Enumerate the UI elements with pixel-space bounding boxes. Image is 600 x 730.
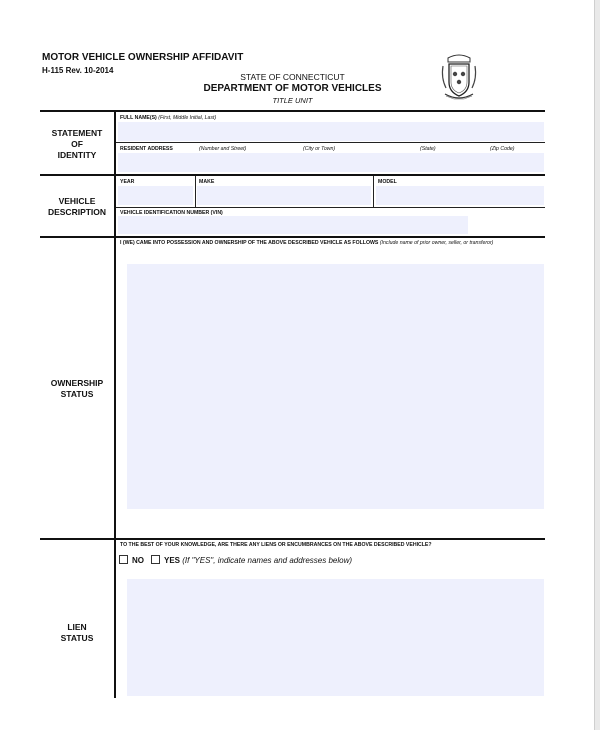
make-label: MAKE xyxy=(199,179,215,185)
identity-label-line3: IDENTITY xyxy=(57,150,97,160)
year-make-divider xyxy=(195,176,196,207)
form-title: MOTOR VEHICLE OWNERSHIP AFFIDAVIT xyxy=(42,52,244,63)
unit-name: TITLE UNIT xyxy=(272,96,313,105)
identity-label-line2: OF xyxy=(71,139,83,149)
ownership-prompt-hint: (Include name of prior owner, seller, or transferor) xyxy=(379,240,494,246)
ownership-description-field[interactable] xyxy=(127,264,544,509)
address-zip-hint: (Zip Code) xyxy=(490,146,515,152)
lien-yes-label xyxy=(164,556,352,565)
lien-label-line1: LIEN xyxy=(67,622,87,632)
department-name: DEPARTMENT OF MOTOR VEHICLES xyxy=(203,83,382,94)
resident-address-field[interactable] xyxy=(118,153,544,172)
address-label: RESIDENT ADDRESS xyxy=(120,146,173,152)
state-name: STATE OF CONNECTICUT xyxy=(240,72,345,82)
vehicle-label-line1: VEHICLE xyxy=(58,196,96,206)
ownership-label-line1: OWNERSHIP xyxy=(50,378,104,388)
lien-no-text: NO xyxy=(132,556,144,565)
vin-label: VEHICLE IDENTIFICATION NUMBER (VIN) xyxy=(120,210,223,216)
lien-section-label xyxy=(40,622,114,644)
lien-no-checkbox[interactable] xyxy=(119,555,128,564)
address-street-hint: (Number and Street) xyxy=(199,146,247,152)
label-column-divider xyxy=(114,110,116,698)
vehicle-label-line2: DESCRIPTION xyxy=(47,207,107,217)
year-field[interactable] xyxy=(118,186,193,205)
ownership-prompt-text: I (WE) CAME INTO POSSESSION AND OWNERSHIP OF THE ABOVE DESCRIBED VEHICLE AS FOLLOWS xyxy=(120,240,379,246)
lien-top-rule xyxy=(40,538,545,540)
ownership-section-label xyxy=(40,378,114,400)
year-row-rule xyxy=(116,207,545,208)
model-label: MODEL xyxy=(378,179,397,185)
identity-top-rule xyxy=(40,110,545,112)
full-name-label-text: FULL NAME(S) xyxy=(120,115,157,121)
connecticut-state-seal-icon xyxy=(440,52,478,102)
make-model-divider xyxy=(373,176,374,207)
full-name-rule xyxy=(116,142,545,143)
make-field[interactable] xyxy=(197,186,371,205)
lien-yes-hint: (If "YES", indicate names and addresses below) xyxy=(182,556,353,565)
ownership-label-line2: STATUS xyxy=(60,389,94,399)
vehicle-top-rule xyxy=(40,174,545,176)
identity-label-line1: STATEMENT xyxy=(51,128,103,138)
ownership-prompt xyxy=(120,240,493,246)
identity-section-label xyxy=(40,128,114,161)
lien-question: TO THE BEST OF YOUR KNOWLEDGE, ARE THERE ANY LIENS OR ENCUMBRANCES ON THE ABOVE DESCRIBED VEHICLE? xyxy=(120,542,432,548)
lien-label-line2: STATUS xyxy=(60,633,94,643)
ownership-top-rule xyxy=(40,236,545,238)
lien-details-field[interactable] xyxy=(127,579,544,696)
lien-yes-text: YES xyxy=(164,556,181,565)
lien-no-label xyxy=(132,556,144,565)
address-state-hint: (State) xyxy=(420,146,436,152)
form-number: H-115 Rev. 10-2014 xyxy=(42,66,114,75)
address-city-hint: (City or Town) xyxy=(303,146,336,152)
full-name-field[interactable] xyxy=(118,122,544,141)
full-name-hint: (First, Middle Initial, Last) xyxy=(158,115,217,121)
vehicle-section-label xyxy=(40,196,114,218)
lien-yes-checkbox[interactable] xyxy=(151,555,160,564)
model-field[interactable] xyxy=(376,186,544,205)
vin-field[interactable] xyxy=(118,216,468,234)
year-label: YEAR xyxy=(120,179,135,185)
full-name-label xyxy=(120,115,216,121)
